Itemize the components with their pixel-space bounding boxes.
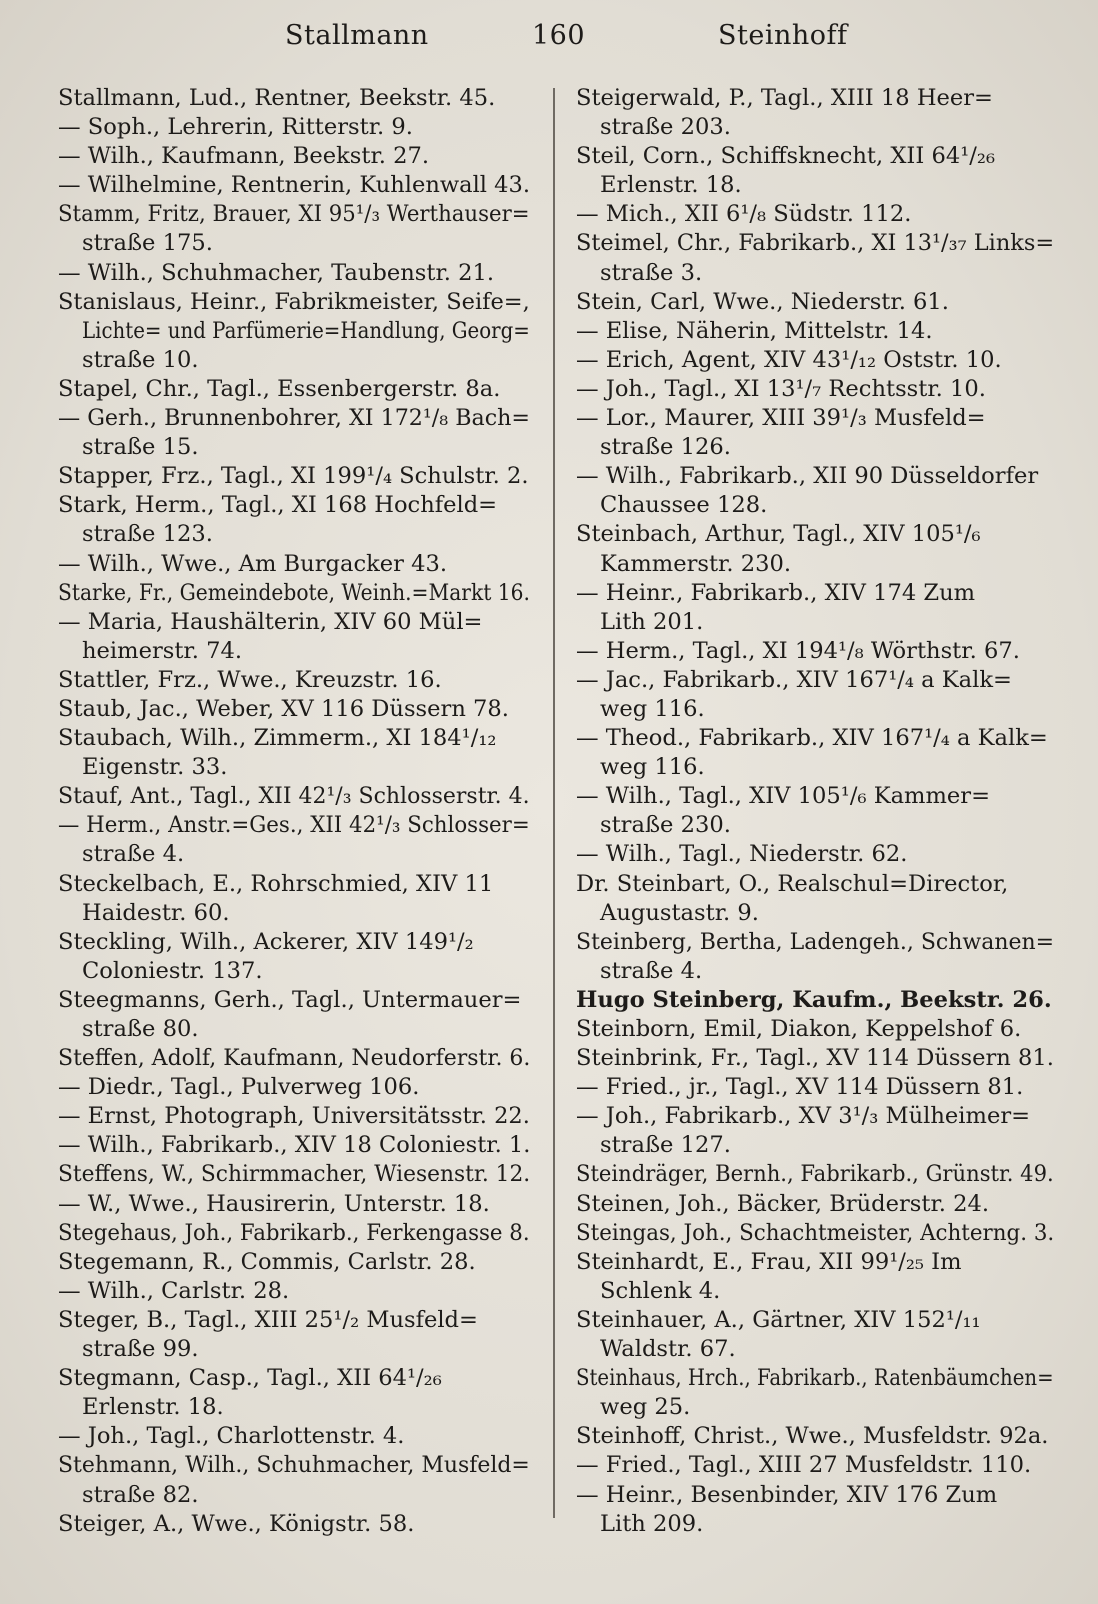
directory-line: — Wilh., Wwe., Am Burgacker 43. [58,550,448,577]
directory-line: — Wilh., Fabrikarb., XII 90 Düsseldorfer [576,463,1039,490]
directory-line: Steinhoff, Christ., Wwe., Musfeldstr. 92a. [576,1423,1049,1450]
directory-line: Waldstr. 67. [600,1336,736,1363]
directory-line: — Theod., Fabrikarb., XIV 167¹/₄ a Kalk= [576,725,1048,752]
directory-line: straße 203. [600,114,731,141]
directory-line: Steinhaus, Hrch., Fabrikarb., Ratenbäumchen= [576,1365,1054,1392]
directory-line: — Lor., Maurer, XIII 39¹/₃ Musfeld= [576,405,986,432]
directory-line: straße 15. [82,434,199,461]
directory-line: Stapel, Chr., Tagl., Essenbergerstr. 8a. [58,375,501,402]
directory-line: Lith 209. [600,1510,704,1537]
directory-line: — Heinr., Fabrikarb., XIV 174 Zum [576,579,976,606]
directory-line: Steinbach, Arthur, Tagl., XIV 105¹/₆ [576,521,981,548]
directory-line: Coloniestr. 137. [82,957,263,984]
directory-line: straße 126. [600,434,731,461]
directory-line: — Wilh., Fabrikarb., XIV 18 Coloniestr. 1. [58,1132,530,1159]
directory-line: — Erich, Agent, XIV 43¹/₁₂ Oststr. 10. [576,346,1002,373]
directory-line: Stegmann, Casp., Tagl., XII 64¹/₂₆ [58,1365,442,1392]
directory-line: — Elise, Näherin, Mittelstr. 14. [576,317,933,344]
directory-line: — Wilh., Schuhmacher, Taubenstr. 21. [58,259,495,286]
directory-line: Steindräger, Bernh., Fabrikarb., Grünstr. 49. [576,1161,1054,1188]
directory-line: — Gerh., Brunnenbohrer, XI 172¹/₈ Bach= [58,405,530,432]
directory-line: Steinborn, Emil, Diakon, Keppelshof 6. [576,1016,1022,1042]
directory-line: straße 99. [82,1336,199,1363]
directory-line: — Heinr., Besenbinder, XIV 176 Zum [576,1481,998,1508]
directory-line: Steil, Corn., Schiffsknecht, XII 64¹/₂₆ [576,143,995,170]
directory-line: — W., Wwe., Hausirerin, Unterstr. 18. [58,1190,490,1217]
column-divider [553,88,555,1518]
directory-line: Steinhardt, E., Frau, XII 99¹/₂₅ Im [576,1248,962,1275]
directory-line: straße 10. [82,346,199,373]
left-column [58,84,530,1539]
page-header [70,20,1058,60]
directory-line: heimerstr. 74. [82,637,243,664]
directory-line: — Wilh., Kaufmann, Beekstr. 27. [58,143,430,170]
directory-line: straße 80. [82,1016,199,1042]
directory-line: straße 127. [600,1132,731,1159]
right-column [576,84,1054,1539]
directory-line: Steckelbach, E., Rohrschmied, XIV 11 [58,870,494,897]
directory-line: — Ernst, Photograph, Universitätsstr. 22. [58,1103,530,1130]
directory-line: Steiger, A., Wwe., Königstr. 58. [58,1510,415,1537]
directory-line: Erlenstr. 18. [82,1394,224,1421]
directory-line: Haidestr. 60. [82,899,230,926]
directory-line: Steimel, Chr., Fabrikarb., XI 13¹/₃₇ Links= [576,230,1054,257]
directory-line: Hugo Steinberg, Kaufm., Beekstr. 26. [576,986,1052,1013]
directory-line: — Mich., XII 6¹/₈ Südstr. 112. [576,201,912,228]
directory-line: Steinen, Joh., Bäcker, Brüderstr. 24. [576,1190,990,1217]
directory-line: Staubach, Wilh., Zimmerm., XI 184¹/₁₂ [58,725,497,752]
directory-line: Stauf, Ant., Tagl., XII 42¹/₃ Schlosserstr. 4. [58,783,530,810]
directory-line: — Herm., Anstr.=Ges., XII 42¹/₃ Schlosser= [58,812,530,839]
directory-line: Steigerwald, P., Tagl., XIII 18 Heer= [576,85,993,111]
directory-line: Stallmann, Lud., Rentner, Beekstr. 45. [58,85,496,111]
directory-line: Staub, Jac., Weber, XV 116 Düssern 78. [58,695,509,722]
directory-line: Steffens, W., Schirmmacher, Wiesenstr. 12. [58,1161,530,1188]
directory-line: Stapper, Frz., Tagl., XI 199¹/₄ Schulstr. 2. [58,463,529,490]
page-number: 160 [532,20,586,51]
directory-line: Stark, Herm., Tagl., XI 168 Hochfeld= [58,492,498,519]
directory-line: Kammerstr. 230. [600,550,792,577]
directory-line: Stehmann, Wilh., Schuhmacher, Musfeld= [58,1452,530,1479]
header-right-word: Steinhoff [718,20,848,51]
directory-line: — Wilh., Tagl., XIV 105¹/₆ Kammer= [576,783,991,810]
directory-line: Lichte= und Parfümerie=Handlung, Georg= [82,317,530,344]
directory-line: Schlenk 4. [600,1277,721,1304]
directory-line: Chaussee 128. [600,492,768,519]
directory-line: Steegmanns, Gerh., Tagl., Untermauer= [58,986,522,1013]
directory-line: weg 116. [600,754,705,781]
directory-line: — Maria, Haushälterin, XIV 60 Mül= [58,608,483,635]
directory-line: straße 3. [600,259,703,286]
directory-line: Stattler, Frz., Wwe., Kreuzstr. 16. [58,666,442,693]
directory-line: — Jac., Fabrikarb., XIV 167¹/₄ a Kalk= [576,666,1012,693]
directory-line: straße 82. [82,1481,199,1508]
directory-line: — Fried., jr., Tagl., XV 114 Düssern 81. [576,1074,1024,1101]
directory-line: Stamm, Fritz, Brauer, XI 95¹/₃ Werthauser= [58,201,530,228]
directory-line: Steinbrink, Fr., Tagl., XV 114 Düssern 81. [576,1045,1054,1072]
directory-line: Stegemann, R., Commis, Carlstr. 28. [58,1248,476,1275]
directory-line: — Herm., Tagl., XI 194¹/₈ Wörthstr. 67. [576,637,1020,664]
directory-line: straße 175. [82,230,213,257]
directory-line: — Fried., Tagl., XIII 27 Musfeldstr. 110. [576,1452,1032,1479]
directory-line: — Joh., Tagl., Charlottenstr. 4. [58,1423,405,1450]
directory-line: Stanislaus, Heinr., Fabrikmeister, Seife=, [58,288,530,315]
directory-line: weg 116. [600,695,705,722]
header-left-word: Stallmann [285,20,429,51]
directory-line: — Wilh., Tagl., Niederstr. 62. [576,841,908,868]
directory-line: straße 4. [600,957,703,984]
directory-line: weg 25. [600,1394,691,1421]
directory-line: Steinberg, Bertha, Ladengeh., Schwanen= [576,928,1054,955]
directory-line: Stein, Carl, Wwe., Niederstr. 61. [576,288,949,315]
directory-line: Steinhauer, A., Gärtner, XIV 152¹/₁₁ [576,1306,981,1333]
directory-line: — Soph., Lehrerin, Ritterstr. 9. [58,114,413,141]
directory-line: straße 4. [82,841,185,868]
directory-line: Starke, Fr., Gemeindebote, Weinh.=Markt 16. [58,579,530,606]
directory-line: Dr. Steinbart, O., Realschul=Director, [576,870,1009,897]
directory-line: Steingas, Joh., Schachtmeister, Achterng. 3. [576,1219,1054,1246]
directory-line: Erlenstr. 18. [600,172,742,199]
directory-line: — Diedr., Tagl., Pulverweg 106. [58,1074,420,1101]
directory-line: Stegehaus, Joh., Fabrikarb., Ferkengasse 8. [58,1219,530,1246]
directory-line: Eigenstr. 33. [82,754,228,781]
directory-line: Steger, B., Tagl., XIII 25¹/₂ Musfeld= [58,1306,478,1333]
directory-line: Steffen, Adolf, Kaufmann, Neudorferstr. 6. [58,1045,530,1072]
directory-line: Lith 201. [600,608,704,635]
directory-line: — Joh., Tagl., XI 13¹/₇ Rechtsstr. 10. [576,375,986,402]
directory-line: — Joh., Fabrikarb., XV 3¹/₃ Mülheimer= [576,1103,1031,1130]
directory-line: straße 123. [82,521,213,548]
directory-line: — Wilh., Carlstr. 28. [58,1277,290,1304]
directory-line: Steckling, Wilh., Ackerer, XIV 149¹/₂ [58,928,474,955]
directory-line: — Wilhelmine, Rentnerin, Kuhlenwall 43. [58,172,530,199]
directory-line: straße 230. [600,812,731,839]
directory-line: Augustastr. 9. [600,899,759,926]
